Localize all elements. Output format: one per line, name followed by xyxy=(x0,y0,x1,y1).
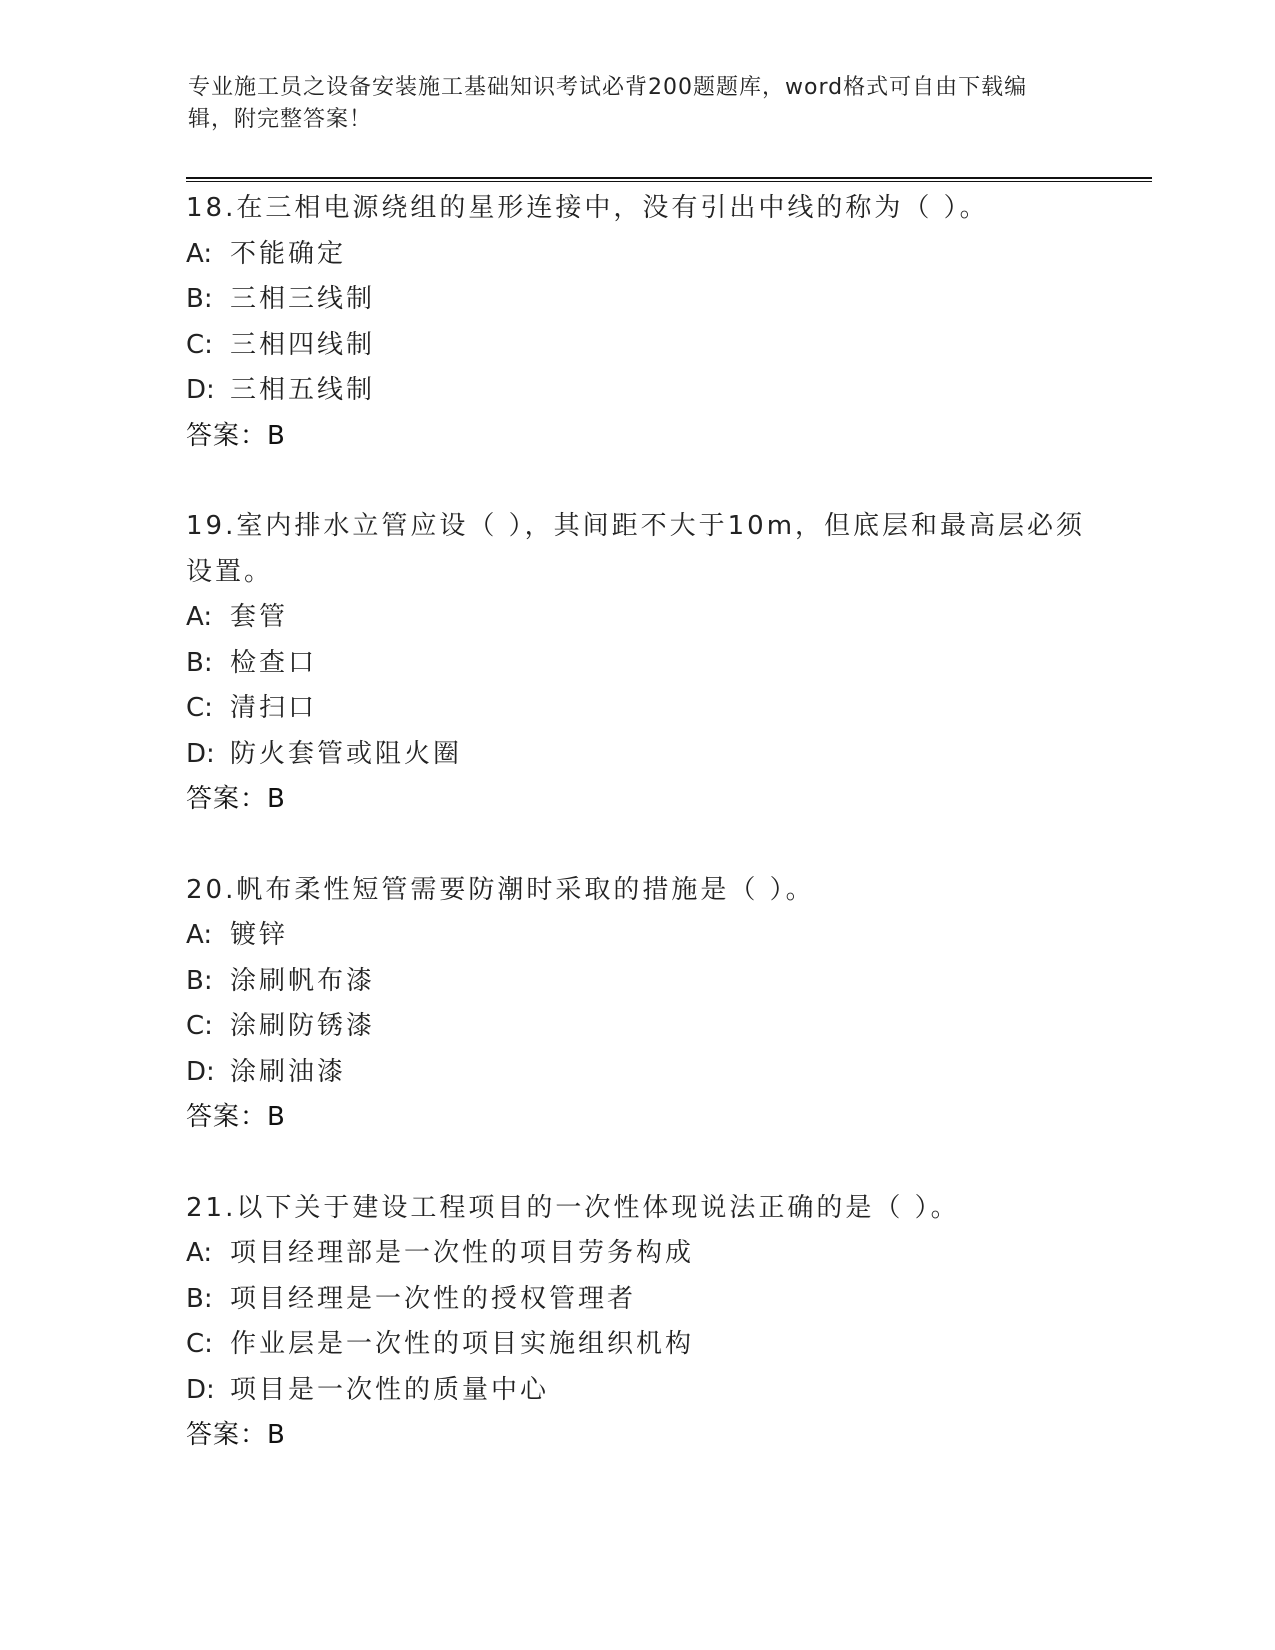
option-letter: D: xyxy=(186,738,215,769)
option-letter: C: xyxy=(186,1329,213,1359)
option-letter: B: xyxy=(186,965,213,996)
option-a xyxy=(186,913,1086,959)
option-text: 检查口 xyxy=(230,647,318,678)
option-d xyxy=(186,1050,1086,1096)
option-text: 涂刷油漆 xyxy=(230,1056,347,1087)
header-divider xyxy=(186,177,1152,179)
option-c xyxy=(186,323,1086,369)
option-a xyxy=(186,595,1086,641)
option-letter: B: xyxy=(186,1283,213,1314)
option-letter: D: xyxy=(186,375,215,405)
answer-line: 答案：B xyxy=(186,1420,286,1450)
option-c xyxy=(186,686,1086,732)
header-divider-thin xyxy=(186,181,1152,182)
option-b xyxy=(186,277,1086,323)
option-letter: C: xyxy=(186,329,213,360)
option-text: 三相五线制 xyxy=(230,375,376,405)
question-19 xyxy=(186,504,1086,823)
option-d xyxy=(186,368,1086,414)
option-text: 不能确定 xyxy=(230,238,347,269)
header-title: 专业施工员之设备安装施工基础知识考试必背200题题库，word格式可自由下载编辑，附完整答案！ xyxy=(188,75,1028,132)
answer-line: 答案：B xyxy=(186,420,286,451)
option-a xyxy=(186,232,1086,278)
question-stem: 21.以下关于建设工程项目的一次性体现说法正确的是（ ）。 xyxy=(186,1192,960,1223)
option-d xyxy=(186,1368,1086,1414)
option-letter: B: xyxy=(186,647,213,678)
question-20 xyxy=(186,868,1086,1141)
option-letter: C: xyxy=(186,693,213,723)
option-letter: C: xyxy=(186,1011,213,1041)
option-c xyxy=(186,1322,1086,1368)
option-text: 三相四线制 xyxy=(230,329,376,360)
option-letter: A: xyxy=(186,1238,213,1268)
question-stem: 18.在三相电源绕组的星形连接中，没有引出中线的称为（ ）。 xyxy=(186,193,989,223)
option-letter: A: xyxy=(186,238,213,269)
option-text: 涂刷帆布漆 xyxy=(230,965,376,996)
question-21 xyxy=(186,1186,1086,1459)
option-text: 项目经理部是一次性的项目劳务构成 xyxy=(230,1238,695,1268)
option-letter: A: xyxy=(186,602,213,632)
option-text: 镀锌 xyxy=(230,920,289,950)
question-list xyxy=(186,186,1086,1504)
option-text: 作业层是一次性的项目实施组织机构 xyxy=(230,1329,695,1359)
option-d xyxy=(186,732,1086,778)
option-text: 防火套管或阻火圈 xyxy=(230,738,463,769)
option-b xyxy=(186,959,1086,1005)
option-letter: A: xyxy=(186,920,213,950)
option-letter: B: xyxy=(186,284,213,314)
option-b xyxy=(186,1277,1086,1323)
answer-line: 答案：B xyxy=(186,784,286,814)
option-text: 项目经理是一次性的授权管理者 xyxy=(230,1283,637,1314)
option-text: 套管 xyxy=(230,602,289,632)
option-text: 三相三线制 xyxy=(230,284,376,314)
question-stem: 19.室内排水立管应设（ ），其间距不大于10m，但底层和最高层必须设置。 xyxy=(186,511,1086,587)
question-stem: 20.帆布柔性短管需要防潮时采取的措施是（ ）。 xyxy=(186,874,815,905)
document-header xyxy=(188,72,1068,136)
option-text: 清扫口 xyxy=(230,693,318,723)
option-text: 涂刷防锈漆 xyxy=(230,1011,376,1041)
option-a xyxy=(186,1231,1086,1277)
option-letter: D: xyxy=(186,1374,215,1405)
option-b xyxy=(186,641,1086,687)
option-text: 项目是一次性的质量中心 xyxy=(230,1374,550,1405)
question-18 xyxy=(186,186,1086,459)
answer-line: 答案：B xyxy=(186,1102,286,1132)
option-c xyxy=(186,1004,1086,1050)
option-letter: D: xyxy=(186,1056,215,1087)
